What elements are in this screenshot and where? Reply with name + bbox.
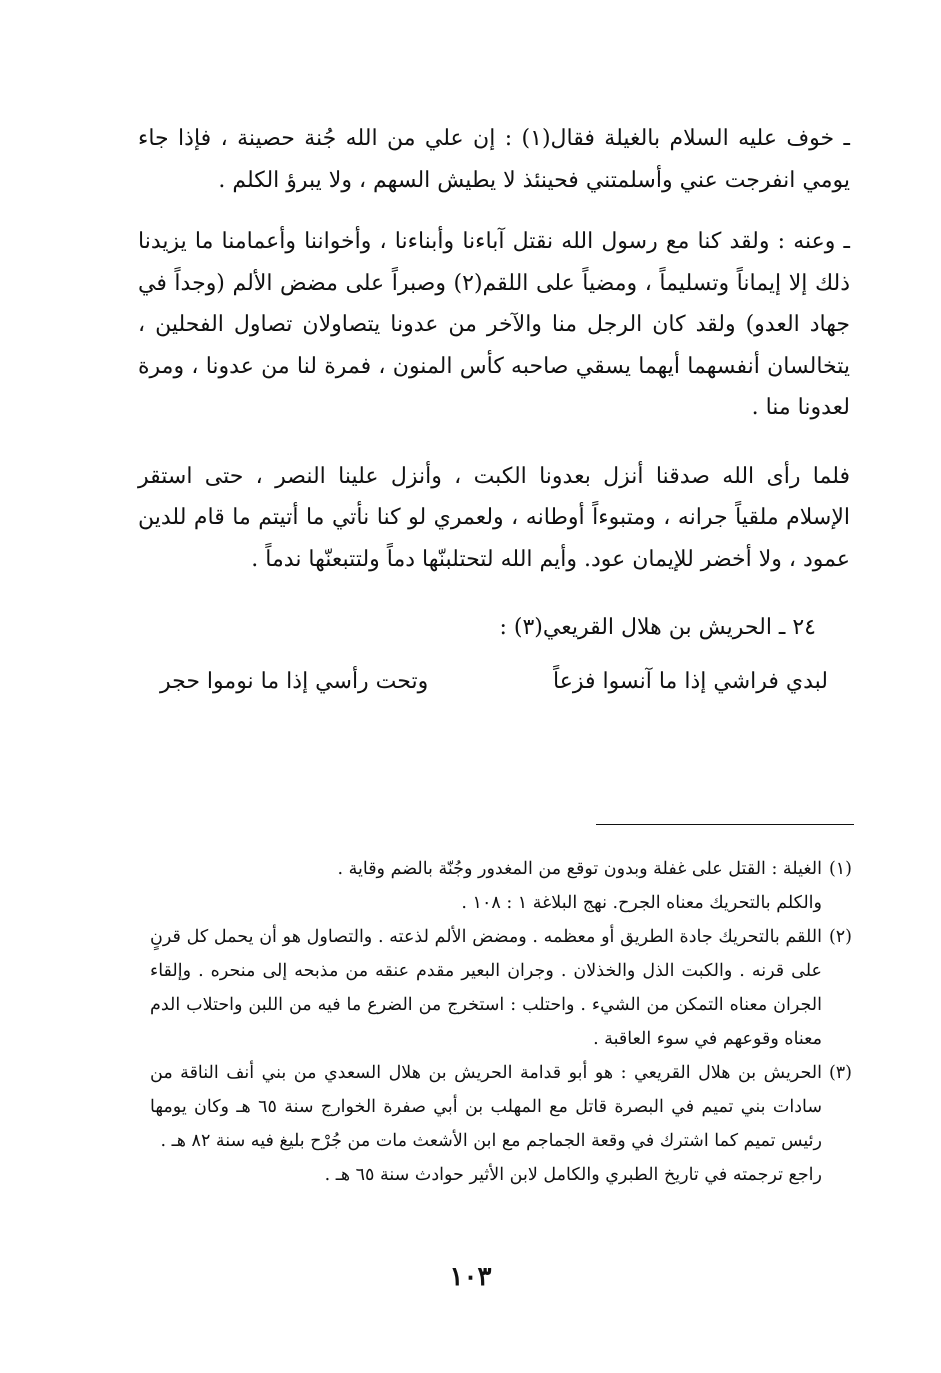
footnote-number: (١) bbox=[828, 859, 852, 879]
footnote-line: الغيلة : القتل على غفلة وبدون توقع من المغدور وجُنّة بالضم وقاية . bbox=[337, 859, 822, 879]
footnote-number: (٢) bbox=[828, 927, 852, 947]
footnote-1 bbox=[150, 852, 852, 920]
poem-verse bbox=[138, 661, 850, 703]
footnote-line: راجع ترجمته في تاريخ الطبري والكامل لابن الأثير حوادث سنة ٦٥ هـ . bbox=[324, 1165, 822, 1185]
verse-hemistich-second: وتحت رأسي إذا ما نوموا حجر bbox=[160, 668, 429, 694]
paragraph-3: فلما رأى الله صدقنا أنزل بعدونا الكبت ، وأنزل علينا النصر ، حتى استقر الإسلام ملقياً جرانه ، ومتبوءاً أوطانه ، ولعمري لو كنا نأتي ما أتيتم ما قام للدين عمود ، ولا أخضر للإيمان عود. وأيم الله لتحتلبنّها دماً ولتتبعنّها ندماً . bbox=[138, 463, 850, 572]
paragraph-1: ـ خوف عليه السلام بالغيلة فقال(١) : إن علي من الله جُنة حصينة ، فإذا جاء يومي انفرجت عني وأسلمتني فحينئذ لا يطيش السهم ، ولا يبرؤ الكلم . bbox=[138, 126, 850, 193]
footnote-line: الحريش بن هلال القريعي : هو أبو قدامة الحريش بن هلال السعدي من بني أنف الناقة من سادات بني تميم في البصرة قاتل مع المهلب بن أبي صفرة الخوارج سنة ٦٥ هـ وكان يومها رئيس تميم كما اشترك في وقعة الجماجم مع ابن الأشعث مات من جُرْح بليغ فيه سنة ٨٢ هـ . bbox=[150, 1063, 822, 1151]
footnote-line: والكلم بالتحريك معناه الجرح. نهج البلاغة ١ : ١٠٨ . bbox=[461, 893, 822, 913]
paragraph-2: ـ وعنه : ولقد كنا مع رسول الله نقتل آباءنا وأبناءنا ، وأخواننا وأعمامنا ما يزيدنا ذلك إلا إيماناً وتسليماً ، ومضياً على اللقم(٢) وصبراً على مضض الألم (وجداً في جهاد العدو) ولقد كان الرجل منا والآخر من عدونا يتصاولان تصاول الفحلين ، يتخالسان أنفسهما أيهما يسقي صاحبه كأس المنون ، فمرة لنا من عدونا ، ومرة لعدونا منا . bbox=[138, 229, 851, 420]
footnotes bbox=[150, 852, 852, 1192]
footnote-3 bbox=[150, 1056, 852, 1192]
verse-hemistich-first: لبدي فراشي إذا ما آنسوا فزعاً bbox=[553, 668, 828, 694]
footnote-line: اللقم بالتحريك جادة الطريق أو معظمه . ومضض الألم لذعته . والتصاول هو أن يحمل كل قرنٍ على قرنه . والكبت الذل والخذلان . وجران البعير مقدم عنقه من مذبحه إلى منحره . وإلقاء الجران معناه التمكن من الشيء . واحتلب : استخرج من الضرع ما فيه من اللبن واحتلاب الدم معناه وقوعهم في سوء العاقبة . bbox=[150, 927, 822, 1049]
main-text bbox=[138, 118, 850, 702]
section-heading: ٢٤ ـ الحريش بن هلال القريعي(٣) : bbox=[499, 615, 816, 640]
footnote-separator bbox=[596, 824, 854, 825]
footnote-2 bbox=[150, 920, 852, 1056]
page-number: ١٠٣ bbox=[449, 1262, 492, 1292]
footnote-number: (٣) bbox=[828, 1063, 852, 1083]
